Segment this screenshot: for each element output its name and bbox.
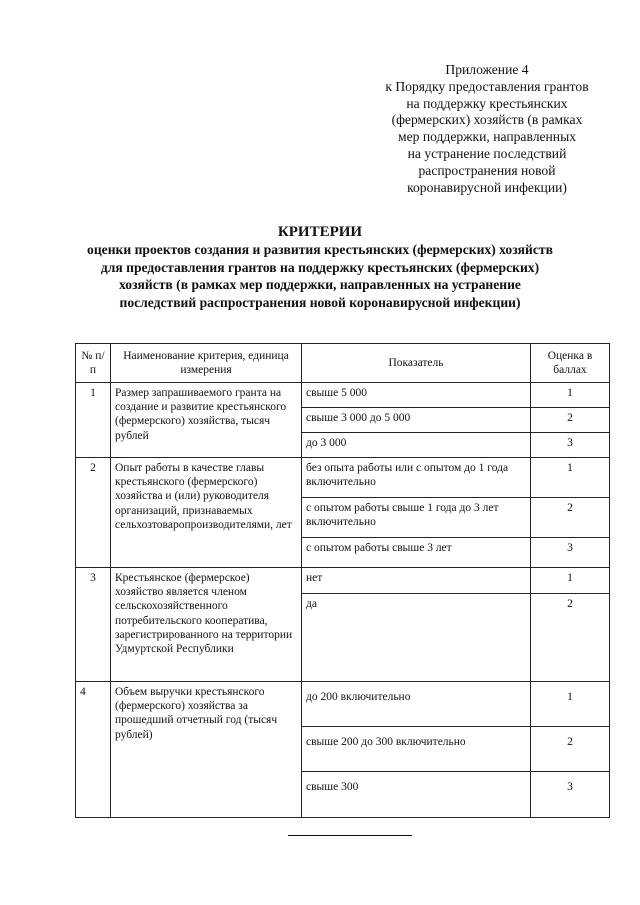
indicator-cell: с опытом работы свыше 1 года до 3 лет включительно [302,498,531,538]
appendix-line: Приложение 4 [445,62,529,77]
table-header-row [76,344,610,383]
score-cell: 1 [531,383,610,408]
closing-rule [288,835,412,836]
score-cell: 2 [531,408,610,433]
criterion-name: Крестьянское (фермерское) хозяйство является членом сельскохозяйственного потребительского кооператива, зарегистрированного на территории Удмуртской Республики [111,568,302,682]
document-title: КРИТЕРИИ [277,224,363,240]
indicator-cell: да [302,594,531,682]
heading-line: хозяйств (в рамках мер поддержки, направленных на устранение [119,277,521,292]
row-num: 3 [76,568,111,682]
header-num: № п/п [76,344,111,383]
indicator-cell: свыше 3 000 до 5 000 [302,408,531,433]
score-cell: 1 [531,568,610,594]
appendix-line: (фермерских) хозяйств (в рамках [391,112,583,128]
criterion-name: Объем выручки крестьянского (фермерского) хозяйства за прошедший отчетный год (тысяч рублей) [111,682,302,818]
heading-line: для предоставления грантов на поддержку крестьянских (фермерских) [100,259,540,275]
appendix-line: на устранение последствий [407,145,567,161]
table-row [76,458,610,498]
score-cell: 3 [531,772,610,818]
header-score: Оценка в баллах [531,344,610,383]
header-name: Наименование критерия, единица измерения [111,344,302,383]
row-num: 2 [76,458,111,568]
appendix-line: распространения новой [418,162,556,178]
heading-line: последствий распространения новой коронавирусной инфекции) [119,294,521,310]
score-cell: 2 [531,498,610,538]
document-heading [40,223,600,311]
criterion-name: Размер запрашиваемого гранта на создание и развитие крестьянского (фермерского) хозяйства, тысяч рублей [111,383,302,458]
criteria-table [75,343,610,818]
appendix-line: на поддержку крестьянских [406,95,568,111]
indicator-cell: с опытом работы свыше 3 лет [302,538,531,568]
appendix-line: коронавирусной инфекции) [407,179,567,195]
score-cell: 1 [531,458,610,498]
header-indicator: Показатель [302,344,531,383]
score-cell: 3 [531,538,610,568]
score-cell: 3 [531,433,610,458]
appendix-line: к Порядку предоставления грантов [385,78,589,94]
table-row [76,568,610,594]
row-num: 1 [76,383,111,458]
indicator-cell: свыше 200 до 300 включительно [302,727,531,772]
appendix-block [376,62,598,196]
indicator-cell: до 3 000 [302,433,531,458]
indicator-cell: нет [302,568,531,594]
table-row [76,383,610,408]
row-num: 4 [76,682,111,818]
table-row [76,682,610,727]
indicator-cell: без опыта работы или с опытом до 1 года включительно [302,458,531,498]
indicator-cell: свыше 300 [302,772,531,818]
criterion-name: Опыт работы в качестве главы крестьянского (фермерского) хозяйства и (или) руководителя организаций, признаваемых сельхозтоваропроизводителями, лет [111,458,302,568]
appendix-line: мер поддержки, направленных [397,129,576,145]
heading-line: оценки проектов создания и развития крестьянских (фермерских) хозяйств [87,242,553,257]
score-cell: 1 [531,682,610,727]
indicator-cell: свыше 5 000 [302,383,531,408]
score-cell: 2 [531,594,610,682]
score-cell: 2 [531,727,610,772]
indicator-cell: до 200 включительно [302,682,531,727]
